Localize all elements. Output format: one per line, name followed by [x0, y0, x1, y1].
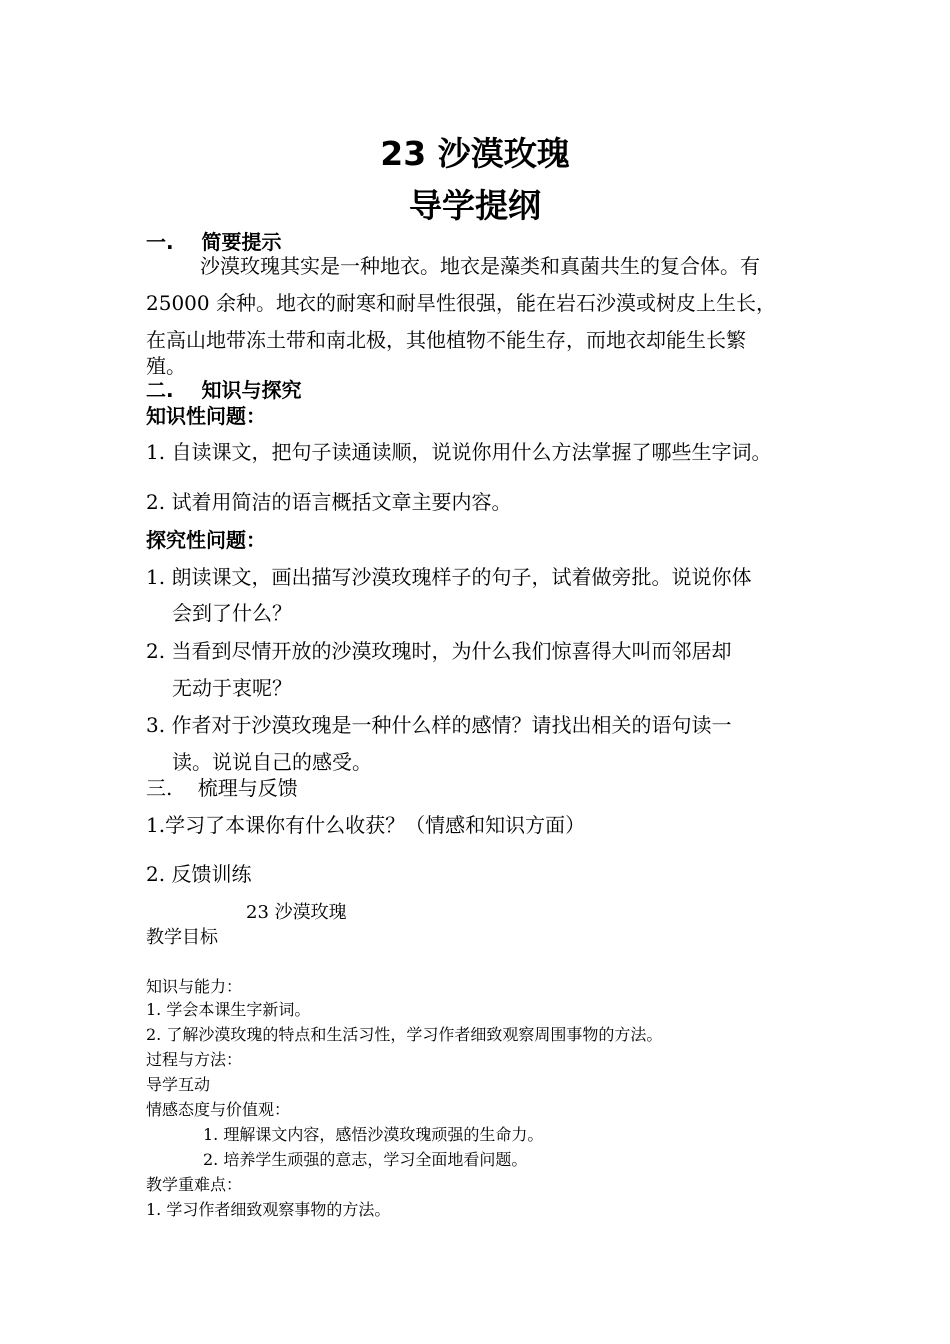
brief-paragraph-line: 25000 余种。地衣的耐寒和耐旱性很强，能在岩石沙漠或树皮上生长， — [146, 291, 776, 315]
teaching-goals-label: 教学目标 — [146, 927, 218, 948]
inquiry-question-line: 3. 作者对于沙漠玫瑰是一种什么样的感情？请找出相关的语句读一 — [146, 713, 732, 737]
key-difficulty-label: 教学重难点： — [146, 1175, 243, 1194]
brief-paragraph-line: 殖。 — [146, 354, 186, 378]
section-heading-brief: 一. 简要提示 — [146, 230, 282, 254]
knowledge-questions-label: 知识性问题： — [146, 404, 266, 428]
knowledge-ability-item: 2. 了解沙漠玫瑰的特点和生活习性，学习作者细致观察周围事物的方法。 — [146, 1025, 663, 1044]
knowledge-question-item: 2. 试着用简洁的语言概括文章主要内容。 — [146, 490, 512, 514]
knowledge-ability-label: 知识与能力： — [146, 977, 243, 996]
knowledge-ability-item: 1. 学会本课生字新词。 — [146, 1000, 311, 1019]
inquiry-question-line: 无动于衷呢？ — [172, 676, 292, 700]
review-item: 2. 反馈训练 — [146, 862, 252, 886]
review-item: 1.学习了本课你有什么收获？（情感和知识方面） — [146, 813, 586, 837]
document-subtitle: 导学提纲 — [409, 186, 541, 225]
section-heading-review: 三. 梳理与反馈 — [146, 776, 298, 800]
document-title: 23 沙漠玫瑰 — [380, 134, 570, 173]
brief-paragraph-line: 在高山地带冻土带和南北极，其他植物不能生存，而地衣却能生长繁 — [146, 328, 746, 352]
emotion-values-label: 情感态度与价值观： — [146, 1100, 291, 1119]
inquiry-question-line: 2. 当看到尽情开放的沙漠玫瑰时，为什么我们惊喜得大叫而邻居却 — [146, 639, 732, 663]
process-method-label: 过程与方法： — [146, 1050, 243, 1069]
inquiry-questions-label: 探究性问题： — [146, 528, 266, 552]
inquiry-question-line: 会到了什么？ — [172, 601, 292, 625]
knowledge-question-item: 1. 自读课文，把句子读通读顺，说说你用什么方法掌握了哪些生字词。 — [146, 440, 772, 464]
key-difficulty-item: 1. 学习作者细致观察事物的方法。 — [146, 1200, 391, 1219]
emotion-values-item: 1. 理解课文内容，感悟沙漠玫瑰顽强的生命力。 — [203, 1125, 544, 1144]
lesson-plan-title: 23 沙漠玫瑰 — [246, 902, 347, 923]
section-heading-knowledge: 二. 知识与探究 — [146, 378, 302, 402]
brief-paragraph-line: 沙漠玫瑰其实是一种地衣。地衣是藻类和真菌共生的复合体。有 — [200, 254, 760, 278]
emotion-values-item: 2. 培养学生顽强的意志，学习全面地看问题。 — [203, 1150, 528, 1169]
inquiry-question-line: 1. 朗读课文，画出描写沙漠玫瑰样子的句子，试着做旁批。说说你体 — [146, 565, 752, 589]
inquiry-question-line: 读。说说自己的感受。 — [172, 750, 372, 774]
process-method-value: 导学互动 — [146, 1075, 211, 1094]
